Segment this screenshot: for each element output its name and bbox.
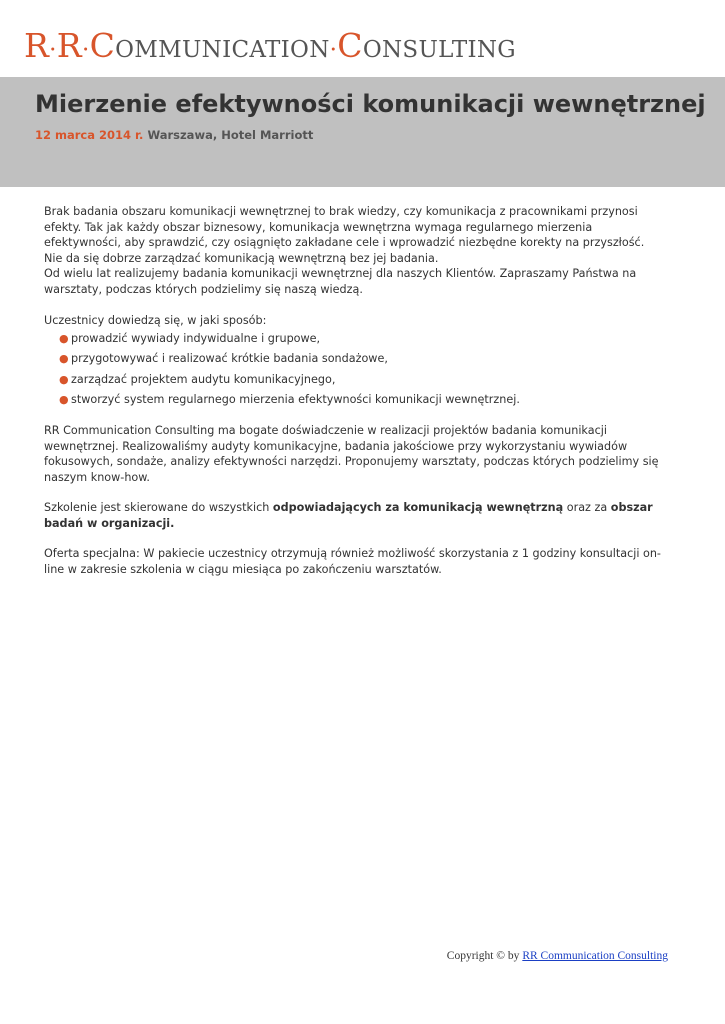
audience-text: oraz za xyxy=(563,501,611,515)
list-item xyxy=(59,392,664,408)
bullet-icon: ● xyxy=(59,392,69,406)
page-title: Mierzenie efektywności komunikacji wewnętrznej xyxy=(35,90,706,118)
logo-r1: R xyxy=(24,26,50,65)
company-logo xyxy=(24,26,516,65)
bullet-icon: ● xyxy=(59,332,69,346)
event-location: Warszawa, Hotel Marriott xyxy=(147,128,314,142)
logo-r2: R xyxy=(56,26,82,65)
intro-paragraph-2: Od wielu lat realizujemy badania komunikacji wewnętrznej dla naszych Klientów. Zapraszamy Państwa na warsztaty, podczas których podzielimy się naszą wiedzą. xyxy=(44,267,637,296)
event-date: 12 marca 2014 r. xyxy=(35,128,144,142)
list-item-text: prowadzić wywiady indywidualne i grupowe, xyxy=(71,332,321,346)
copyright-footer xyxy=(447,950,668,962)
learn-lead: Uczestnicy dowiedzą się, w jaki sposób: xyxy=(44,313,267,327)
audience-paragraph xyxy=(44,500,664,531)
intro-paragraph: Brak badania obszaru komunikacji wewnętrznej to brak wiedzy, czy komunikacja z pracownikami przynosi efekty. Tak jak każdy obszar biznesowy, komunikacja wewnętrzna wymaga regularnego mierzenia efektywności, aby sprawdzić, czy osiągnięto zakładane cele i wprowadzić niezbędne korekty na przyszłość. Nie da się dobrze zarządzać komunikacją wewnętrzną bez jej badania. xyxy=(44,205,645,265)
event-details xyxy=(35,128,313,142)
list-item xyxy=(59,331,664,347)
list-item-text: zarządzać projektem audytu komunikacyjnego, xyxy=(71,372,336,386)
copyright-text: Copyright © by xyxy=(446,950,523,962)
list-item-text: przygotowywać i realizować krótkie badania sondażowe, xyxy=(71,352,388,366)
logo-separator: · xyxy=(49,37,57,63)
company-link[interactable]: RR Communication Consulting xyxy=(522,950,668,962)
header-band xyxy=(0,77,725,187)
experience-paragraph: RR Communication Consulting ma bogate doświadczenie w realizacji projektów badania komunikacji wewnętrznej. Realizowaliśmy audyty komunikacyjne, badania jakościowe przy wykorzystaniu wywiadów fokusowych, sondaże, analizy efektywności narzędzi. Proponujemy warsztaty, podczas których podzielimy się naszym know-how. xyxy=(44,423,659,484)
bullet-icon: ● xyxy=(59,352,69,366)
list-item xyxy=(59,372,664,388)
logo-separator: · xyxy=(329,37,338,63)
audience-text: Szkolenie jest skierowane do wszystkich xyxy=(44,501,273,515)
logo-word-consulting: ONSULTING xyxy=(362,37,516,63)
audience-bold: obszar badań w organizacji. xyxy=(44,501,653,530)
logo-word-communication: OMMUNICATION xyxy=(115,37,330,63)
logo-c2: C xyxy=(337,26,363,65)
offer-paragraph: Oferta specjalna: W pakiecie uczestnicy otrzymują również możliwość skorzystania z 1 godziny konsultacji on-line w zakresie szkolenia w ciągu miesiąca po zakończeniu warsztatów. xyxy=(44,547,661,577)
audience-bold: odpowiadających za komunikacją wewnętrzną xyxy=(272,501,564,515)
bullet-icon: ● xyxy=(59,372,69,386)
main-content xyxy=(44,204,664,578)
list-item xyxy=(59,351,664,367)
logo-c1: C xyxy=(89,26,116,65)
list-item-text: stworzyć system regularnego mierzenia efektywności komunikacji wewnętrznej. xyxy=(71,392,520,406)
learn-list xyxy=(44,331,664,407)
logo-separator: · xyxy=(81,37,90,63)
